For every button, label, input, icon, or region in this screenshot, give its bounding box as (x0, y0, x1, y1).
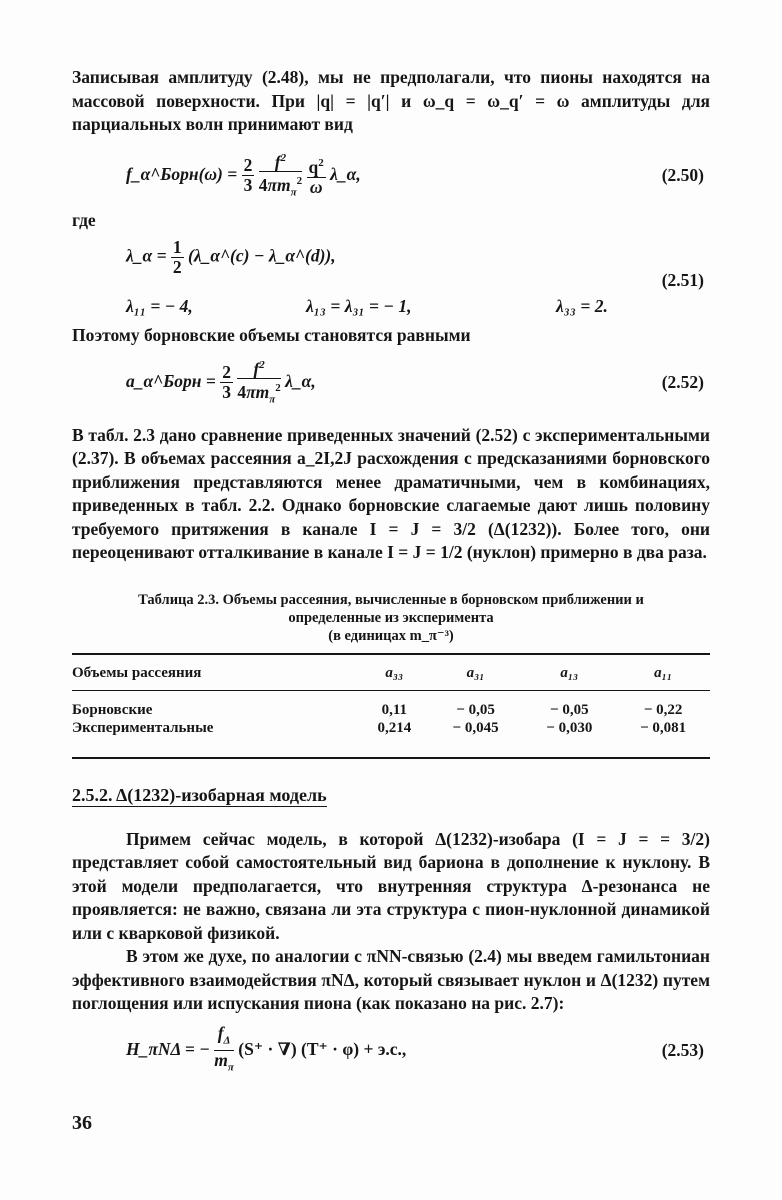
page-number: 36 (72, 1112, 92, 1134)
eq252-frac-f2: $\frac{f^2}{4\pi m_\pi^2}$ (237, 356, 280, 410)
section-heading (72, 785, 710, 806)
eq250-frac-2-3: $\frac{2}{3}$ (243, 155, 253, 196)
section-title: Δ(1232)-изобарная модель (116, 784, 327, 805)
page-content (72, 66, 710, 1086)
paragraph-1: Записывая амплитуду (2.48), мы не предполагали, что пионы находятся на массовой поверхности. При |q| = |q′| и ω_q = ω_q′ = ω амплитуды для парциальных волн принимают вид (72, 67, 710, 134)
eq251-lhs: λ_α = (126, 245, 167, 266)
eq250-frac-f2: $\frac{f^2}{4\pi m_\pi^2}$ (259, 149, 302, 203)
eq253-tail: (S⁺ · ∇) (T⁺ · φ) + э.с., (238, 1038, 407, 1059)
eq253-lhs: H_πNΔ = − (126, 1038, 210, 1059)
table-cell: Борновские (72, 701, 153, 718)
table-header-cell: a₁₁ (654, 664, 673, 681)
table-cell: − 0,05 (550, 701, 589, 718)
eq250-lhs: f_α^Борн(ω) = (126, 163, 238, 184)
table-cell: − 0,030 (546, 719, 593, 736)
eq253-number: (2.53) (661, 1039, 704, 1060)
equation-2-52 (72, 348, 710, 418)
table-2-3 (72, 591, 710, 759)
eq251-number: (2.51) (661, 270, 704, 290)
eq252-tail: λ_α, (285, 370, 316, 391)
table-header-cell: a₁₃ (560, 664, 579, 681)
table-header-cell: Объемы рассеяния (72, 664, 202, 681)
eq251-l33: λ₃₃ = 2. (556, 296, 608, 316)
equation-2-53 (72, 1016, 710, 1086)
table-cell: − 0,045 (452, 719, 499, 736)
section-number: 2.5.2. (72, 784, 113, 805)
paragraph-5: В этом же духе, по аналогии с πNN-связью (2.4) мы введем гамильтониан эффективного взаимодействия πNΔ, который связывает нуклон и Δ(1232) путем поглощения или испускания пиона (как показано на рис. 2.7): (72, 946, 710, 1013)
table-row (72, 690, 710, 719)
eq252-frac-2-3: $\frac{2}{3}$ (222, 362, 231, 403)
table-cell: − 0,22 (643, 701, 683, 718)
table-bottom-rule (72, 758, 710, 759)
eq251-rhs: (λ_α^(c) − λ_α^(d)), (188, 245, 336, 266)
scattering-volumes-table (72, 653, 710, 759)
eq252-number: (2.52) (661, 371, 704, 392)
table-caption-line-1: Таблица 2.3. Объемы рассеяния, вычисленные в борновском приближении и (138, 591, 644, 608)
eq253-frac: $\frac{f_\Delta}{m_\pi}$ (214, 1022, 234, 1074)
table-header-cell: a₃₃ (385, 664, 404, 681)
equation-2-50 (72, 137, 710, 209)
eq251-l11: λ₁₁ = − 4, (126, 296, 193, 316)
eq250-tail: λ_α, (330, 163, 361, 184)
eq251-frac-1-2: $\frac{1}{2}$ (172, 237, 182, 277)
paragraph-2: Поэтому борновские объемы становятся равными (72, 325, 471, 345)
table-header-cell: a₃₁ (466, 664, 485, 681)
table-cell: − 0,081 (640, 719, 687, 736)
table-row (72, 719, 710, 758)
table-cell: 0,11 (381, 701, 408, 718)
eq252-lhs: a_α^Борн = (126, 370, 216, 391)
table-cell: Экспериментальные (72, 719, 214, 736)
table-cell: 0,214 (377, 719, 412, 736)
table-caption-line-3: (в единицах m_π⁻³) (328, 627, 454, 644)
eq251-l13: λ₁₃ = λ₃₁ = − 1, (306, 296, 412, 316)
paragraph-4: Примем сейчас модель, в которой Δ(1232)-изобара (I = J = = 3/2) представляет собой самостоятельный вид бариона в дополнение к нуклону. В этой модели предполагается, что внутренняя структура Δ-резонанса не проявляется: не важно, связана ли эта структура с пион-нуклонной динамикой или с кварковой физикой. (72, 828, 710, 943)
eq250-number: (2.50) (661, 164, 704, 185)
paragraph-3: В табл. 2.3 дано сравнение приведенных значений (2.52) с экспериментальными (2.37). В объемах рассеяния a_2I,2J расхождения с предсказаниями борновского приближения представляются менее драматичными, чем в комбинациях, приведенных в табл. 2.2. Однако борновские слагаемые дают лишь половину требуемого притяжения в канале I = J = 3/2 (Δ(1232)). Более того, они переоценивают отталкивание в канале I = J = 1/2 (нуклон) примерно в два раза. (72, 424, 710, 562)
paragraph-where: где (72, 209, 96, 230)
table-caption-line-2: определенные из эксперимента (288, 609, 494, 626)
table-cell: − 0,05 (456, 701, 495, 718)
equation-2-51 (72, 232, 710, 324)
eq250-frac-q2: $\frac{q^2}{\omega}$ (307, 154, 326, 197)
table-header-row (72, 654, 710, 691)
